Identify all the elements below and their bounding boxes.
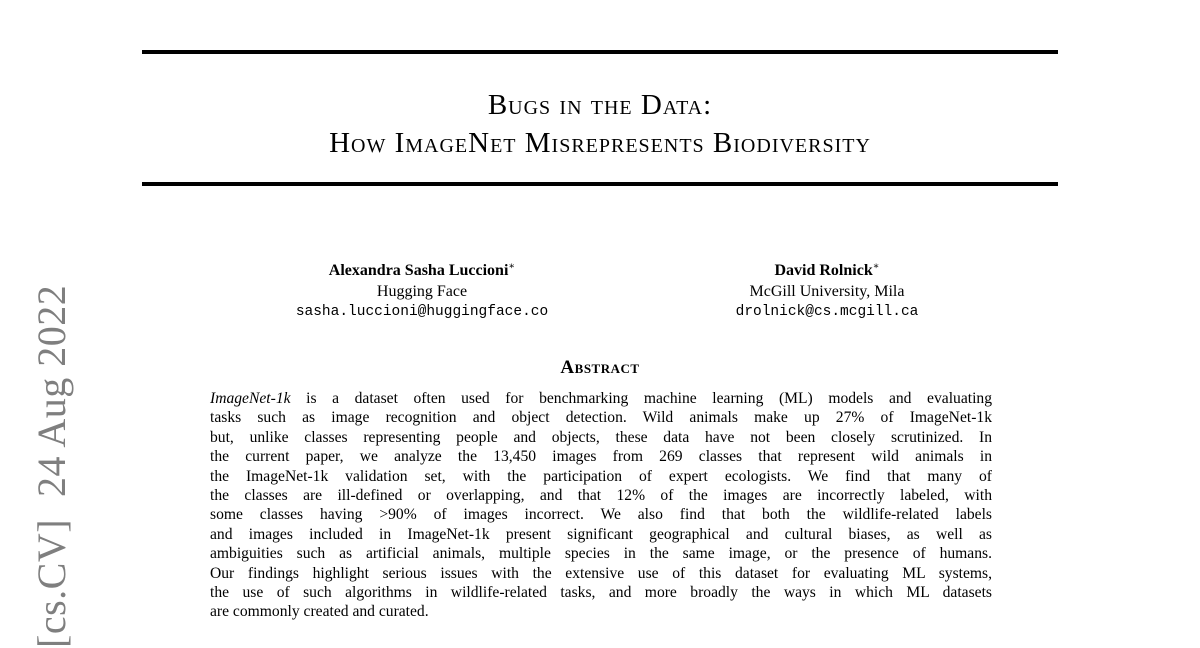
abstract-first-term: ImageNet-1k (210, 390, 291, 407)
abstract-line: the use of such algorithms in wildlife-related tasks, and more broadly the ways in which ML datasets (210, 584, 992, 602)
author-email: sasha.luccioni@huggingface.co (295, 304, 549, 320)
abstract-line: Our findings highlight serious issues with the extensive use of this dataset for evaluating ML systems, (210, 564, 992, 582)
title-rule-bottom (142, 182, 1058, 186)
author-name: Alexandra Sasha Luccioni∗ (328, 261, 516, 279)
title-line-2: How ImageNet Misrepresents Biodiversity (329, 127, 871, 159)
author-name: David Rolnick∗ (774, 261, 880, 279)
abstract-line: the ImageNet-1k validation set, with the participation of expert ecologists. We find that many of (210, 467, 992, 485)
author-email: drolnick@cs.mcgill.ca (735, 304, 919, 320)
footnote-mark: ∗ (872, 261, 880, 272)
abstract-line: are commonly created and curated. (210, 603, 429, 621)
author-block-2 (637, 256, 1017, 323)
title-rule-top (142, 50, 1058, 54)
abstract-body (210, 389, 992, 622)
paper-title (142, 86, 1058, 162)
abstract-line: but, unlike classes representing people and objects, these data have not been closely scrutinized. In (210, 428, 992, 446)
abstract-line: the current paper, we analyze the 13,450 images from 269 classes that represent wild animals in (210, 448, 992, 466)
abstract-line: ambiguities such as artificial animals, multiple species in the same image, or the presence of humans. (210, 545, 992, 563)
arxiv-category: [cs.CV] (29, 518, 74, 648)
abstract-line: the classes are ill-defined or overlapping, and that 12% of the images are incorrectly labeled, with (210, 487, 992, 505)
abstract-line: ImageNet-1k is a dataset often used for benchmarking machine learning (ML) models and evaluating (210, 390, 992, 407)
title-line-1: Bugs in the Data: (487, 89, 713, 121)
author-affiliation: McGill University, Mila (749, 283, 905, 300)
footnote-mark: ∗ (508, 261, 516, 272)
arxiv-stamp (30, 285, 74, 648)
abstract-heading: Abstract (560, 357, 640, 378)
abstract-line: and images included in ImageNet-1k present significant geographical and cultural biases, as well as (210, 525, 992, 543)
author-affiliation: Hugging Face (376, 283, 468, 300)
abstract-line: tasks such as image recognition and object detection. Wild animals make up 27% of ImageNet-1k (210, 409, 992, 427)
author-block-1 (232, 256, 612, 323)
abstract-line: some classes having >90% of images incorrect. We also find that both the wildlife-related labels (210, 506, 992, 524)
arxiv-date: 24 Aug 2022 (29, 284, 74, 497)
